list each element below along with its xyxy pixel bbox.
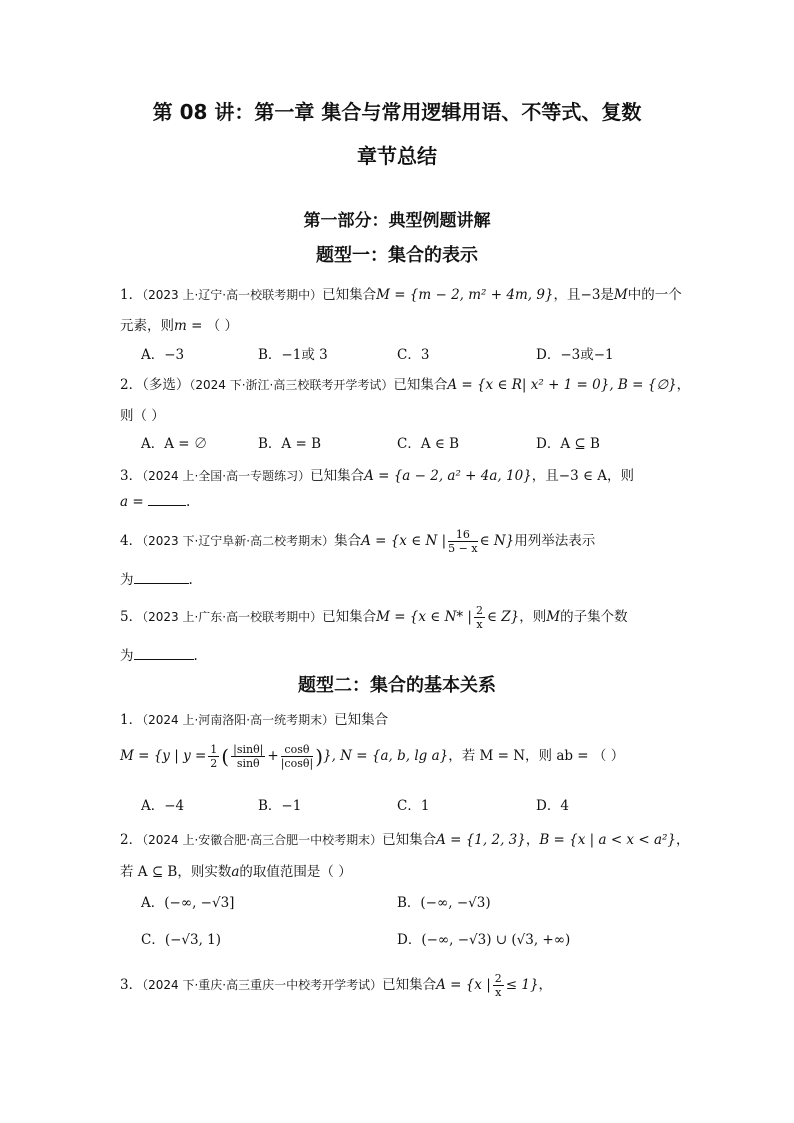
question-2-2: 2．（2024 上·安徽合肥·高三合肥一中校考期末）已知集合A = {1, 2, 3}，B = {x | a < x < a²}， (120, 832, 690, 848)
question-2-1: 1．（2024 上·河南洛阳·高一统考期末）已知集合 (120, 712, 389, 728)
question-1-3: 3．（2024 上·全国·高一专题练习）已知集合A = {a − 2, a² + 4a, 10}，且−3 ∈ A，则 (120, 468, 635, 484)
doc-title-line1: 第 08 讲：第一章 集合与常用逻辑用语、不等式、复数 (152, 100, 642, 124)
option-d[interactable]: D．4 (536, 798, 569, 814)
option-b[interactable]: B．(−∞, −√3) (397, 895, 491, 911)
question-1-4-line2: 为 . (120, 572, 193, 588)
option-d[interactable]: D．(−∞, −√3) ∪ (√3, +∞) (397, 932, 571, 948)
section-heading-part1: 第一部分：典型例题讲解 (303, 211, 491, 231)
option-c[interactable]: C．(−√3, 1) (141, 932, 222, 948)
option-c[interactable]: C．1 (397, 798, 430, 814)
math-set: A = {x ∈ R| x² + 1 = 0}, B = {∅} (447, 377, 677, 393)
question-source: （2024 上·安徽合肥·高三合肥一中校考期末） (142, 833, 383, 847)
question-source: （2024 下·浙江·高三校联考开学考试） (189, 378, 394, 392)
option-a[interactable]: A．−4 (141, 798, 185, 814)
question-source: （2024 上·全国·高一专题练习） (142, 469, 311, 483)
fraction: $\frac{|\sin\theta|}{\sin\theta}$ (233, 743, 264, 770)
fraction: $\frac{2}{x}$ (475, 604, 483, 631)
question-1-1: 1．（2023 上·辽宁·高一校联考期中）已知集合M = {m − 2, m² + 4m, 9}，且−3是M中的一个 (120, 287, 682, 303)
question-1-3-line2: a = . (120, 494, 191, 510)
question-2-1-formula: M = {y | y = $\frac{1}{2}$ ( $\frac{|\sin\theta|}{\sin\theta}$ + $\frac{\cos\theta}{|\cos\theta|}$ )}, N = {a, b, lg a}，若 M = N，则 ab = （ ） (120, 743, 625, 770)
question-1-1-line2: 元素，则m = （ ） (120, 318, 238, 334)
option-b[interactable]: B．−1 (258, 798, 302, 814)
question-2-2-line2: 若 A ⊆ B，则实数a的取值范围是（ ） (120, 864, 352, 880)
option-d[interactable]: D．A ⊆ B (536, 436, 600, 452)
answer-blank[interactable] (148, 493, 186, 506)
option-c[interactable]: C．A ∈ B (397, 436, 460, 452)
question-type-heading-1: 题型一：集合的表示 (316, 245, 478, 266)
fraction: $\frac{1}{2}$ (210, 743, 218, 770)
question-source: （2023 下·辽宁阜新·高二校考期末） (142, 534, 335, 548)
fraction: $\frac{2}{x}$ (494, 972, 502, 999)
question-1-5-line2: 为 . (120, 648, 198, 664)
option-b[interactable]: B．A = B (258, 436, 321, 452)
question-1-5: 5．（2023 上·广东·高一校联考期中）已知集合M = {x ∈ N* | $\frac{2}{x}$ ∈ Z}，则M的子集个数 (120, 604, 628, 631)
option-a[interactable]: A．A = ∅ (141, 436, 208, 452)
option-b[interactable]: B．−1或 3 (258, 347, 328, 363)
question-source: （2024 上·河南洛阳·高一统考期末） (142, 713, 335, 727)
math-set: A = {a − 2, a² + 4a, 10} (364, 468, 532, 484)
option-c[interactable]: C．3 (397, 347, 430, 363)
fraction: $\frac{16}{5 - x}$ (448, 528, 478, 555)
option-a[interactable]: A．(−∞, −√3] (141, 895, 235, 911)
option-d[interactable]: D．−3或−1 (536, 347, 614, 363)
math-set: M = {m − 2, m² + 4m, 9} (376, 287, 554, 303)
doc-title-line2: 章节总结 (357, 144, 437, 168)
fraction: $\frac{\cos\theta}{|\cos\theta|}$ (280, 743, 314, 770)
question-2-3: 3．（2024 下·重庆·高三重庆一中校考开学考试）已知集合A = {x | $\frac{2}{x}$ ≤ 1}， (120, 972, 553, 999)
question-1-2: 2．（多选）（2024 下·浙江·高三校联考开学考试）已知集合A = {x ∈ R| x² + 1 = 0}, B = {∅}， (120, 377, 691, 393)
question-source: （2024 下·重庆·高三重庆一中校考开学考试） (142, 978, 383, 992)
question-type-heading-2: 题型二：集合的基本关系 (298, 675, 496, 696)
answer-blank[interactable] (134, 647, 194, 660)
answer-blank[interactable] (134, 571, 189, 584)
question-source: （2023 上·广东·高一校联考期中） (142, 610, 323, 624)
option-a[interactable]: A．−3 (141, 347, 185, 363)
question-1-2-line2: 则（ ） (120, 408, 165, 424)
question-1-4: 4．（2023 下·辽宁阜新·高二校考期末）集合A = {x ∈ N | $\frac{16}{5 - x}$ ∈ N}用列举法表示 (120, 528, 596, 555)
question-source: （2023 上·辽宁·高一校联考期中） (142, 288, 323, 302)
